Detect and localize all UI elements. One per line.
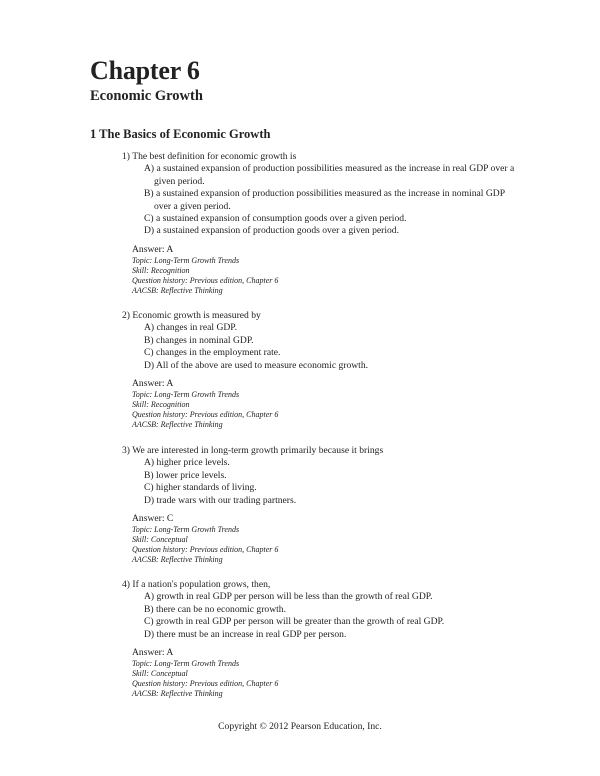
answer-key: Answer: A — [132, 647, 174, 659]
question-4 — [122, 579, 522, 699]
question-1 — [122, 151, 522, 296]
option-b: B) lower price levels. — [144, 469, 227, 481]
topic-meta: Topic: Long-Term Growth Trends — [132, 525, 240, 535]
question-stem: 1) The best definition for economic growth is — [122, 151, 297, 162]
skill-meta: Skill: Recognition — [132, 400, 190, 410]
answer-key: Answer: C — [132, 513, 174, 525]
question-stem: 4) If a nation's population grows, then, — [122, 579, 271, 590]
history-meta: Question history: Previous edition, Chapter 6 — [132, 276, 279, 286]
option-d: D) there must be an increase in real GDP per person. — [144, 628, 347, 640]
answer-key: Answer: A — [132, 378, 174, 390]
answer-options — [122, 163, 522, 237]
history-meta: Question history: Previous edition, Chapter 6 — [132, 410, 279, 420]
answer-options — [122, 591, 522, 641]
topic-meta: Topic: Long-Term Growth Trends — [132, 659, 240, 669]
option-c: C) growth in real GDP per person will be greater than the growth of real GDP. — [144, 616, 445, 628]
skill-meta: Skill: Conceptual — [132, 669, 188, 679]
history-meta: Question history: Previous edition, Chapter 6 — [132, 679, 279, 689]
option-c: C) higher standards of living. — [144, 482, 257, 494]
option-c: C) changes in the employment rate. — [144, 347, 281, 359]
option-c: C) a sustained expansion of consumption goods over a given period. — [144, 213, 407, 225]
chapter-subtitle: Economic Growth — [90, 88, 203, 104]
answer-key: Answer: A — [132, 243, 174, 255]
option-a: A) higher price levels. — [144, 457, 230, 469]
answer-options — [122, 322, 522, 372]
skill-meta: Skill: Recognition — [132, 266, 190, 276]
topic-meta: Topic: Long-Term Growth Trends — [132, 390, 240, 400]
question-2 — [122, 310, 522, 430]
aacsb-meta: AACSB: Reflective Thinking — [132, 555, 223, 565]
option-d: D) a sustained expansion of production goods over a given period. — [144, 225, 399, 237]
aacsb-meta: AACSB: Reflective Thinking — [132, 286, 223, 296]
question-stem: 2) Economic growth is measured by — [122, 310, 261, 321]
topic-meta: Topic: Long-Term Growth Trends — [132, 256, 240, 266]
option-d: D) trade wars with our trading partners. — [144, 494, 297, 506]
question-3 — [122, 445, 522, 565]
section-heading: 1 The Basics of Economic Growth — [90, 127, 271, 141]
chapter-title: Chapter 6 — [90, 56, 200, 85]
answer-options — [122, 457, 522, 507]
option-a: A) changes in real GDP. — [144, 322, 237, 334]
question-stem: 3) We are interested in long-term growth primarily because it brings — [122, 445, 384, 456]
aacsb-meta: AACSB: Reflective Thinking — [132, 689, 223, 699]
aacsb-meta: AACSB: Reflective Thinking — [132, 420, 223, 430]
option-b: B) a sustained expansion of production possibilities measured as the increase in nominal GDP over a given period. — [144, 188, 505, 212]
history-meta: Question history: Previous edition, Chapter 6 — [132, 545, 279, 555]
option-a: A) growth in real GDP per person will be less than the growth of real GDP. — [144, 591, 433, 603]
option-d: D) All of the above are used to measure economic growth. — [144, 359, 369, 371]
copyright-footer: Copyright © 2012 Pearson Education, Inc. — [218, 721, 382, 732]
option-b: B) changes in nominal GDP. — [144, 334, 254, 346]
skill-meta: Skill: Conceptual — [132, 535, 188, 545]
option-b: B) there can be no economic growth. — [144, 603, 286, 615]
option-a: A) a sustained expansion of production possibilities measured as the increase in real GDP over a given period. — [144, 163, 515, 187]
